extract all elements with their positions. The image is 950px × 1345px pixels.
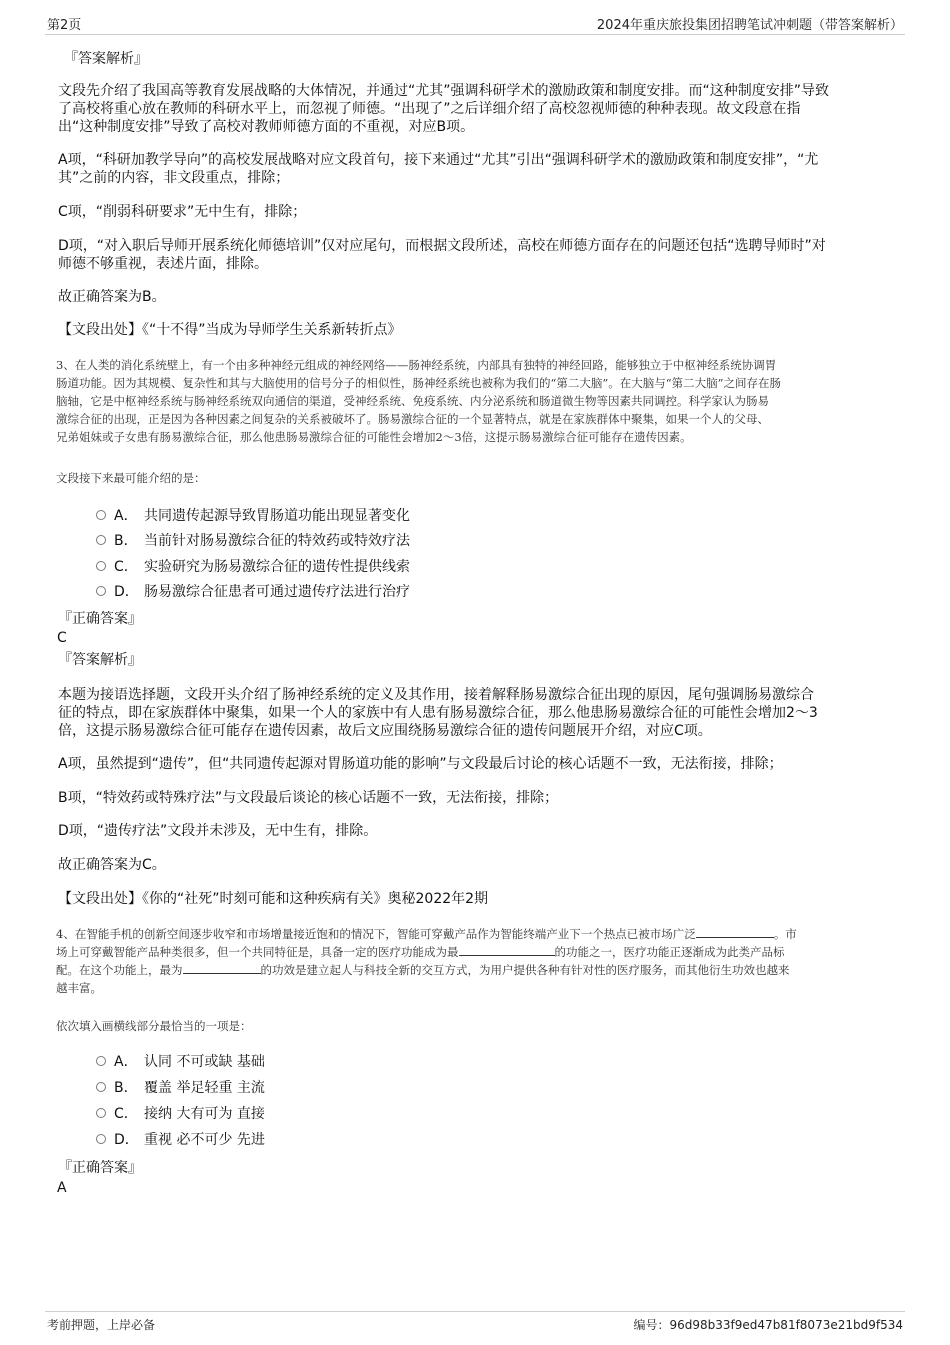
text-line: 脑轴，它是中枢神经系统与肠神经系统双向通信的渠道，受神经系统、免疫系统、内分泌系统和肠道微生物等因素共同调控。科学家认为肠易 bbox=[56, 394, 769, 408]
text-segment: 配。在这个功能上，最为 bbox=[56, 963, 183, 977]
text-line: D项，“对入职后导师开展系统化师德培训”仅对应尾句，而根据文段所述，高校在师德方面存在的问题还包括“选聘导师时”对 bbox=[58, 238, 826, 254]
radio-icon[interactable] bbox=[96, 1082, 106, 1092]
q2-source: 【文段出处】《“十不得”当成为导师学生关系新转折点》 bbox=[58, 322, 402, 338]
q4-option-d[interactable] bbox=[96, 1130, 265, 1150]
q2-option-d-analysis bbox=[58, 237, 886, 273]
q2-option-a-analysis bbox=[58, 151, 886, 187]
option-letter: B． bbox=[114, 1080, 138, 1096]
q4-option-c[interactable] bbox=[96, 1104, 265, 1124]
text-segment: 的功效是建立起人与科技全新的交互方式，为用户提供各种有针对性的医疗服务，而其他衍生功效也越来 bbox=[260, 963, 790, 977]
option-text: 覆盖 举足轻重 主流 bbox=[144, 1080, 265, 1096]
option-text: 重视 必不可少 先进 bbox=[144, 1132, 265, 1148]
q4-passage bbox=[56, 925, 898, 997]
q2-analysis-paragraph bbox=[58, 82, 886, 136]
q4-answer: A bbox=[57, 1180, 67, 1196]
option-text: 接纳 大有可为 直接 bbox=[144, 1106, 265, 1122]
text-line bbox=[56, 925, 898, 943]
option-letter: C． bbox=[114, 559, 138, 575]
text-line: 越丰富。 bbox=[56, 981, 102, 995]
q4-answer-heading: 『正确答案』 bbox=[58, 1160, 142, 1176]
text-line: 兄弟姐妹或子女患有肠易激综合征，那么他患肠易激综合征的可能性会增加2～3倍，这提示肠易激综合征可能存在遗传因素。 bbox=[56, 430, 692, 444]
option-text: 共同遗传起源导致胃肠道功能出现显著变化 bbox=[144, 508, 410, 524]
radio-icon[interactable] bbox=[96, 535, 106, 545]
text-line: 倍，这提示肠易激综合征可能存在遗传因素，故后文应围绕肠易激综合征的遗传问题展开介绍，对应C项。 bbox=[58, 723, 712, 739]
fill-blank bbox=[183, 961, 261, 974]
q3-stem: 文段接下来最可能介绍的是： bbox=[56, 471, 206, 485]
text-line: 师德不够重视，表述片面，排除。 bbox=[58, 256, 268, 272]
document-title: 2024年重庆旅投集团招聘笔试冲刺题（带答案解析） bbox=[596, 18, 903, 33]
q3-answer: C bbox=[57, 630, 67, 646]
radio-icon[interactable] bbox=[96, 1056, 106, 1066]
q3-option-d-analysis: D项，“遗传疗法”文段并未涉及，无中生有，排除。 bbox=[58, 823, 378, 839]
text-segment: 。市 bbox=[773, 927, 797, 941]
page-footer bbox=[45, 1311, 905, 1334]
option-letter: A． bbox=[114, 1054, 138, 1070]
text-line: 其”之前的内容，非文段重点，排除； bbox=[58, 170, 290, 186]
option-text: 认同 不可或缺 基础 bbox=[144, 1054, 265, 1070]
footer-slogan: 考前押题，上岸必备 bbox=[47, 1318, 156, 1332]
option-letter: D． bbox=[114, 1132, 139, 1148]
text-line: 了高校将重心放在教师的科研水平上，而忽视了师德。“出现了”之后详细介绍了高校忽视师德的种种表现。故文段意在指 bbox=[58, 101, 801, 117]
q3-option-d[interactable] bbox=[96, 582, 410, 602]
q3-option-a[interactable] bbox=[96, 506, 410, 526]
fill-blank bbox=[696, 925, 774, 938]
text-segment: 的功能之一，医疗功能正逐渐成为此类产品标 bbox=[554, 945, 785, 959]
page-number: 第2页 bbox=[47, 18, 82, 33]
fill-blank bbox=[459, 943, 555, 956]
text-line: 激综合征的出现，正是因为各种因素之间复杂的关系被破坏了。肠易激综合征的一个显著特点，就是在家族群体中聚集，如果一个人的父母、 bbox=[56, 412, 769, 426]
option-text: 实验研究为肠易激综合征的遗传性提供线索 bbox=[144, 559, 410, 575]
radio-icon[interactable] bbox=[96, 1134, 106, 1144]
option-letter: B． bbox=[114, 533, 138, 549]
text-line: 征的特点，即在家族群体中聚集，如果一个人的家族中有人患有肠易激综合征，那么他患肠易激综合征的可能性会增加2～3 bbox=[58, 705, 818, 721]
q3-conclusion: 故正确答案为C。 bbox=[58, 857, 166, 873]
text-line bbox=[56, 943, 898, 961]
text-line: 文段先介绍了我国高等教育发展战略的大体情况，并通过“尤其”强调科研学术的激励政策和制度安排。而“这种制度安排”导致 bbox=[58, 83, 830, 99]
text-line: 本题为接语选择题，文段开头介绍了肠神经系统的定义及其作用，接着解释肠易激综合征出现的原因，尾句强调肠易激综合 bbox=[58, 687, 814, 703]
q3-analysis-paragraph bbox=[58, 686, 886, 740]
q3-option-b[interactable] bbox=[96, 531, 410, 551]
radio-icon[interactable] bbox=[96, 586, 106, 596]
document-code: 编号：96d98b33f9ed47b81f8073e21bd9f534 bbox=[633, 1318, 903, 1332]
radio-icon[interactable] bbox=[96, 510, 106, 520]
q4-option-a[interactable] bbox=[96, 1052, 265, 1072]
option-text: 肠易激综合征患者可通过遗传疗法进行治疗 bbox=[144, 584, 410, 600]
text-line: 出“这种制度安排”导致了高校对教师师德方面的不重视，对应B项。 bbox=[58, 119, 475, 135]
q3-analysis-heading: 『答案解析』 bbox=[58, 652, 142, 668]
q3-option-a-analysis: A项，虽然提到“遗传”，但“共同遗传起源对胃肠道功能的影响”与文段最后讨论的核心话题不一致，无法衔接，排除； bbox=[58, 756, 783, 772]
q4-stem: 依次填入画横线部分最恰当的一项是： bbox=[56, 1019, 252, 1033]
text-line: A项，“科研加教学导向”的高校发展战略对应文段首句，接下来通过“尤其”引出“强调科研学术的激励政策和制度安排”，“尤 bbox=[58, 152, 819, 168]
q3-answer-heading: 『正确答案』 bbox=[58, 611, 142, 627]
radio-icon[interactable] bbox=[96, 1108, 106, 1118]
radio-icon[interactable] bbox=[96, 561, 106, 571]
q2-conclusion: 故正确答案为B。 bbox=[58, 289, 166, 305]
text-line bbox=[56, 961, 898, 979]
option-text: 当前针对肠易激综合征的特效药或特效疗法 bbox=[144, 533, 410, 549]
text-line: 3、在人类的消化系统壁上，有一个由多种神经元组成的神经网络——肠神经系统，内部具有独特的神经回路，能够独立于中枢神经系统协调胃 bbox=[56, 358, 777, 372]
option-letter: A． bbox=[114, 508, 138, 524]
text-segment: 4、在智能手机的创新空间逐步收窄和市场增量接近饱和的情况下，智能可穿戴产品作为智能终端产业下一个热点已被市场广泛 bbox=[56, 927, 696, 941]
q2-option-c-analysis: C项，“削弱科研要求”无中生有，排除； bbox=[58, 204, 307, 220]
page-header bbox=[45, 14, 905, 35]
q3-source: 【文段出处】《你的“社死”时刻可能和这种疾病有关》奥秘2022年2期 bbox=[58, 891, 489, 907]
text-segment: 场上可穿戴智能产品种类很多，但一个共同特征是，具备一定的医疗功能成为最 bbox=[56, 945, 459, 959]
option-letter: C． bbox=[114, 1106, 138, 1122]
q3-option-c[interactable] bbox=[96, 557, 410, 577]
q3-option-b-analysis: B项，“特效药或特殊疗法”与文段最后谈论的核心话题不一致，无法衔接，排除； bbox=[58, 790, 559, 806]
q2-analysis-heading: 『答案解析』 bbox=[64, 51, 148, 67]
q3-passage bbox=[56, 356, 898, 446]
q4-option-b[interactable] bbox=[96, 1078, 265, 1098]
text-line: 肠道功能。因为其规模、复杂性和其与大脑使用的信号分子的相似性，肠神经系统也被称为我们的“第二大脑”。在大脑与“第二大脑”之间存在肠 bbox=[56, 376, 782, 390]
option-letter: D． bbox=[114, 584, 139, 600]
